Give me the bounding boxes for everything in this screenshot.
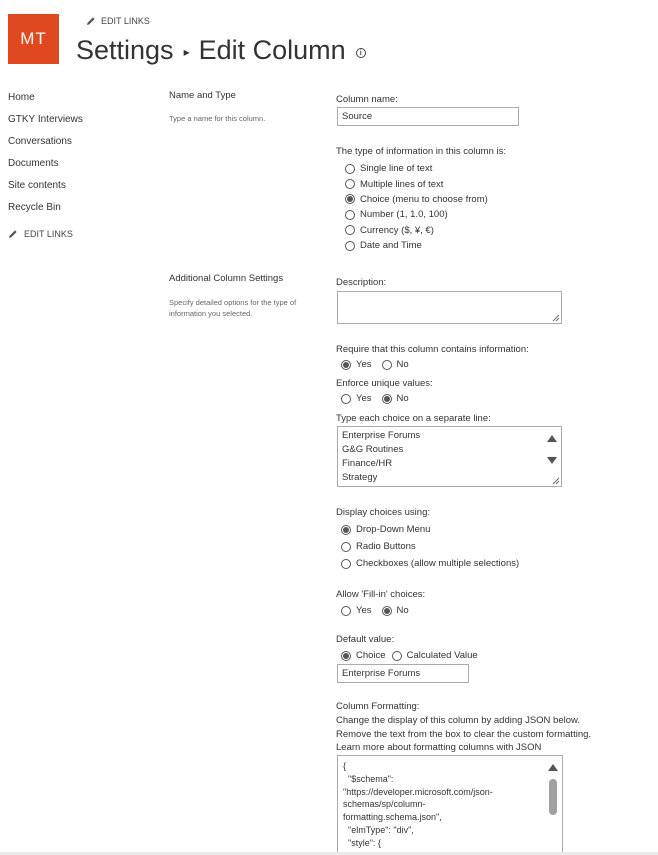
choice-line: Enterprise Forums (342, 430, 421, 441)
radio-icon (345, 210, 355, 220)
column-name-input[interactable] (337, 107, 519, 126)
type-option-label: Multiple lines of text (360, 178, 444, 190)
edit-links-header[interactable] (86, 16, 150, 26)
radio-icon (341, 525, 351, 535)
quick-launch (8, 90, 83, 239)
section-desc-additional-1: Specify detailed options for the type of (169, 298, 297, 307)
type-option-date-time[interactable] (345, 238, 488, 253)
breadcrumb-settings[interactable]: Settings (76, 34, 174, 65)
require-no-radio[interactable] (382, 359, 409, 370)
radio-icon (345, 241, 355, 251)
radio-icon (345, 164, 355, 174)
section-title-name-type: Name and Type (169, 90, 236, 101)
json-line: "style": { (343, 837, 381, 848)
resize-grip-icon[interactable] (552, 314, 560, 322)
default-calculated-radio[interactable] (392, 650, 478, 661)
formatting-learn-more-link[interactable]: Learn more about formatting columns with JSON (336, 742, 542, 753)
nav-item-site-contents[interactable]: Site contents (8, 180, 66, 191)
json-content (343, 760, 493, 850)
nav-item-gtky-interviews[interactable]: GTKY Interviews (8, 114, 83, 125)
formatting-help-1: Change the display of this column by adding JSON below. (336, 715, 580, 726)
radio-icon (382, 360, 392, 370)
site-logo-text: MT (20, 29, 47, 48)
edit-links-label: EDIT LINKS (24, 229, 73, 239)
default-calculated-label: Calculated Value (406, 650, 478, 661)
require-yes-label: Yes (356, 359, 372, 370)
unique-no-label: No (396, 393, 409, 404)
nav-item-home[interactable]: Home (8, 92, 35, 103)
breadcrumb-current: Edit Column (198, 34, 346, 65)
breadcrumb-separator-icon: ▸ (183, 44, 190, 59)
scroll-down-icon[interactable] (547, 457, 557, 464)
json-line: formatting.schema.json", (343, 812, 442, 823)
default-label: Default value: (336, 634, 395, 645)
radio-icon (345, 179, 355, 189)
nav-item-documents[interactable]: Documents (8, 158, 59, 169)
display-option-dropdown[interactable] (341, 521, 519, 538)
display-option-label: Radio Buttons (356, 541, 416, 552)
radio-icon (341, 606, 351, 616)
default-choice-radio[interactable] (341, 650, 386, 661)
type-option-choice[interactable] (345, 192, 488, 207)
require-yes-radio[interactable] (341, 359, 372, 370)
site-logo[interactable] (8, 14, 59, 64)
page-title (76, 32, 366, 68)
description-label: Description: (336, 277, 387, 288)
scrollbar-thumb[interactable] (549, 779, 557, 815)
type-options (345, 161, 488, 253)
description-textarea[interactable] (337, 291, 562, 324)
default-value-input[interactable] (337, 664, 469, 683)
pencil-icon (8, 229, 18, 239)
pencil-icon (86, 16, 96, 26)
fillin-options (341, 605, 419, 616)
nav-item-recycle-bin[interactable]: Recycle Bin (8, 202, 61, 213)
choices-list (342, 429, 420, 485)
scroll-up-icon[interactable] (548, 764, 558, 771)
require-no-label: No (396, 359, 409, 370)
edit-links-nav[interactable] (8, 229, 83, 239)
edit-links-label: EDIT LINKS (101, 16, 150, 26)
display-option-checkboxes[interactable] (341, 555, 519, 572)
type-option-currency[interactable] (345, 223, 488, 238)
radio-icon (392, 651, 402, 661)
json-line: "https://developer.microsoft.com/json- (343, 786, 493, 797)
display-label: Display choices using: (336, 507, 430, 518)
json-line: schemas/sp/column- (343, 799, 426, 810)
fillin-label: Allow 'Fill-in' choices: (336, 589, 426, 600)
radio-icon (341, 394, 351, 404)
radio-icon (341, 651, 351, 661)
radio-icon (382, 606, 392, 616)
fillin-yes-label: Yes (356, 605, 372, 616)
require-options (341, 359, 419, 370)
type-option-number[interactable] (345, 207, 488, 222)
unique-yes-radio[interactable] (341, 393, 372, 404)
fillin-no-radio[interactable] (382, 605, 409, 616)
column-name-label: Column name: (336, 94, 398, 105)
scroll-up-icon[interactable] (547, 435, 557, 442)
type-option-label: Choice (menu to choose from) (360, 193, 488, 205)
radio-icon (345, 194, 355, 204)
radio-icon (341, 360, 351, 370)
unique-no-radio[interactable] (382, 393, 409, 404)
section-desc-additional-2: information you selected. (169, 309, 253, 318)
fillin-yes-radio[interactable] (341, 605, 372, 616)
json-line: "elmType": "div", (343, 824, 414, 835)
formatting-help-2: Remove the text from the box to clear the custom formatting. (336, 729, 592, 740)
json-line: { (343, 761, 347, 771)
radio-icon (382, 394, 392, 404)
json-line: "$schema": (343, 773, 394, 784)
radio-icon (341, 559, 351, 569)
radio-icon (341, 542, 351, 552)
display-option-label: Drop-Down Menu (356, 524, 431, 535)
display-option-radio-buttons[interactable] (341, 538, 519, 555)
type-label: The type of information in this column is: (336, 146, 507, 157)
radio-icon (345, 225, 355, 235)
section-desc-name-type: Type a name for this column. (169, 114, 266, 123)
display-option-label: Checkboxes (allow multiple selections) (356, 558, 520, 569)
unique-options (341, 393, 419, 404)
fillin-no-label: No (396, 605, 409, 616)
section-title-additional: Additional Column Settings (169, 273, 284, 284)
type-option-label: Number (1, 1.0, 100) (360, 209, 448, 221)
choices-label: Type each choice on a separate line: (336, 413, 491, 424)
choice-line: Strategy (342, 472, 378, 483)
type-option-single-line[interactable] (345, 161, 488, 176)
type-option-multiple-lines[interactable] (345, 176, 488, 191)
default-choice-label: Choice (356, 650, 386, 661)
type-option-label: Single line of text (360, 163, 433, 175)
type-option-label: Date and Time (360, 240, 422, 252)
choice-line: G&G Routines (342, 444, 404, 455)
require-label: Require that this column contains information: (336, 344, 529, 355)
choices-textarea[interactable] (337, 426, 562, 487)
type-option-label: Currency ($, ¥, €) (360, 224, 434, 236)
resize-grip-icon[interactable] (552, 477, 560, 485)
json-formatting-textarea[interactable] (337, 755, 563, 855)
choice-line: Finance/HR (342, 458, 393, 469)
nav-item-conversations[interactable]: Conversations (8, 136, 72, 147)
default-type-options (341, 650, 488, 661)
unique-label: Enforce unique values: (336, 378, 433, 389)
formatting-label: Column Formatting: (336, 701, 420, 712)
info-icon[interactable]: i (356, 48, 366, 58)
unique-yes-label: Yes (356, 393, 372, 404)
display-options (341, 521, 519, 572)
